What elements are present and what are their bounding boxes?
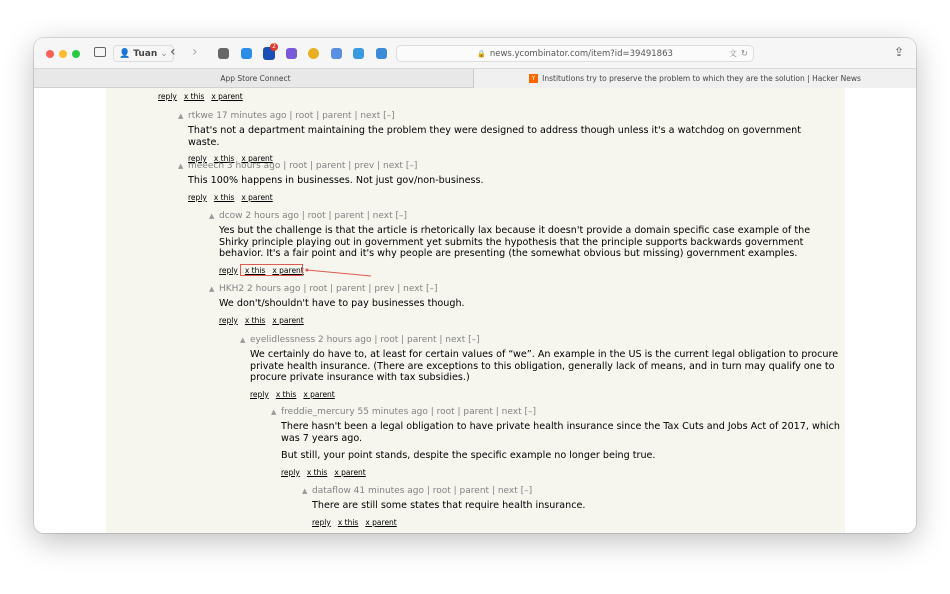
x-this-link[interactable]: x this <box>275 389 297 399</box>
comment-text: There are still some states that require health insurance. <box>312 500 586 511</box>
extension-icon[interactable] <box>286 48 297 59</box>
x-this-link[interactable]: x this <box>213 192 235 202</box>
zoom-window-button[interactable] <box>72 50 80 58</box>
reply-link[interactable]: reply <box>188 192 207 202</box>
tab-label: Institutions try to preserve the problem to which they are the solution | Hacker News <box>542 74 861 83</box>
x-parent-link[interactable]: x parent <box>334 467 366 477</box>
reply-link[interactable]: reply <box>250 389 269 399</box>
reply-link[interactable]: reply <box>281 467 300 477</box>
comment-text: There hasn't been a legal obligation to have private health insurance since the Tax Cuts and Jobs Act of 2017, which was 7 years ago. <box>281 421 840 444</box>
upvote-icon[interactable]: ▲ <box>240 336 246 344</box>
person-icon: 👤 <box>119 48 131 59</box>
profile-name: Tuan <box>133 48 158 59</box>
upvote-icon[interactable]: ▲ <box>178 162 184 170</box>
comment <box>209 284 841 325</box>
back-button[interactable]: ‹ <box>170 44 176 60</box>
notification-badge: 2 <box>270 43 278 51</box>
url-text: news.ycombinator.com/item?id=39491863 <box>489 48 673 59</box>
comment <box>240 335 844 399</box>
annotation-highlight-box <box>240 264 303 276</box>
extension-icon[interactable] <box>331 48 342 59</box>
comment <box>302 486 842 527</box>
hacker-news-icon: Y <box>529 74 538 83</box>
tab-hacker-news[interactable] <box>474 69 916 88</box>
x-parent-link[interactable]: x parent <box>241 154 273 163</box>
extension-icon[interactable] <box>241 48 252 59</box>
share-icon[interactable]: ⇪ <box>894 45 905 59</box>
upvote-icon[interactable]: ▲ <box>209 212 215 220</box>
x-parent-link[interactable]: x parent <box>241 192 273 202</box>
comment-text: But still, your point stands, despite the specific example no longer being true. <box>281 450 656 461</box>
x-parent-link[interactable]: x parent <box>272 315 304 325</box>
extension-icon[interactable] <box>353 48 364 59</box>
chevron-down-icon: ⌄ <box>160 48 168 59</box>
x-this-link[interactable]: x this <box>306 467 328 477</box>
comment-text: This 100% happens in businesses. Not just gov/non-business. <box>188 175 484 186</box>
minimize-window-button[interactable] <box>59 50 67 58</box>
reload-icon[interactable]: ↻ <box>740 48 748 59</box>
comment-meta: dataflow 41 minutes ago | root | parent | next [–] <box>312 486 533 496</box>
tab-label: App Store Connect <box>220 74 291 83</box>
tab-app-store-connect[interactable] <box>34 69 474 88</box>
extension-icon[interactable] <box>308 48 319 59</box>
comment <box>178 111 828 163</box>
upvote-icon[interactable]: ▲ <box>302 487 308 495</box>
x-this-link[interactable]: x this <box>244 315 266 325</box>
upvote-icon[interactable]: ▲ <box>178 112 184 120</box>
x-this-link[interactable]: x this <box>183 92 205 101</box>
x-parent-link[interactable]: x parent <box>303 389 335 399</box>
page-content <box>34 88 916 533</box>
parent-comment-links <box>158 92 250 101</box>
comment-meta: eyelidlessness 2 hours ago | root | parent | next [–] <box>250 335 480 345</box>
upvote-icon[interactable]: ▲ <box>209 285 215 293</box>
close-window-button[interactable] <box>46 50 54 58</box>
reply-link[interactable]: reply <box>219 265 238 275</box>
extension-icon[interactable] <box>376 48 387 59</box>
reply-link[interactable]: reply <box>188 154 207 163</box>
annotation-arrow <box>303 264 373 278</box>
sidebar-toggle-icon[interactable] <box>94 47 106 57</box>
tab-bar <box>34 68 916 88</box>
reply-link[interactable]: reply <box>158 92 177 101</box>
extension-icon[interactable] <box>218 48 229 59</box>
x-parent-link[interactable]: x parent <box>211 92 243 101</box>
comment-meta: dcow 2 hours ago | root | parent | next [–] <box>219 211 408 221</box>
comment-text: That's not a department maintaining the problem they were designed to address though unless it's a watchdog on government waste. <box>188 125 801 148</box>
comment-meta: freddie_mercury 55 minutes ago | root | parent | next [–] <box>281 407 536 417</box>
comment-text: We don't/shouldn't have to pay businesses though. <box>219 298 465 309</box>
reply-link[interactable]: reply <box>219 315 238 325</box>
address-bar[interactable] <box>396 45 754 62</box>
upvote-icon[interactable]: ▲ <box>271 408 277 416</box>
comment-meta: HKH2 2 hours ago | root | parent | prev | next [–] <box>219 284 438 294</box>
browser-toolbar <box>34 38 916 68</box>
comment <box>271 407 845 477</box>
x-this-link[interactable]: x this <box>244 265 266 275</box>
translate-icon[interactable]: ⽂ <box>729 49 737 58</box>
x-this-link[interactable]: x this <box>213 154 235 163</box>
comment <box>178 161 828 202</box>
comment-thread <box>106 88 845 533</box>
profile-button[interactable] <box>113 45 174 62</box>
x-this-link[interactable]: x this <box>337 517 359 527</box>
forward-button[interactable]: › <box>192 44 198 60</box>
comment-text: We certainly do have to, at least for certain values of “we”. An example in the US is the current legal obligation to procure private health insurance. (There are exceptions to this obligation, generally lack of means, and in turn may qualify one to procure private insurance with tax subsidies.) <box>250 349 839 383</box>
x-parent-link[interactable]: x parent <box>272 265 304 275</box>
comment-meta: meeech 3 hours ago | root | parent | prev | next [–] <box>188 161 418 171</box>
comment-meta: rtkwe 17 minutes ago | root | parent | next [–] <box>188 111 395 121</box>
browser-window <box>34 38 916 533</box>
comment-text: Yes but the challenge is that the article is rhetorically lax because it doesn't provide a domain specific case example of the Shirky principle playing out in government yet submits the hypothesis that the principle supports backwards government behavior. It's a fair point and it's why people are presenting (the somewhat obvious but missing) government examples. <box>219 225 811 259</box>
lock-icon: 🔒 <box>477 49 486 58</box>
reply-link[interactable]: reply <box>312 517 331 527</box>
x-parent-link[interactable]: x parent <box>365 517 397 527</box>
